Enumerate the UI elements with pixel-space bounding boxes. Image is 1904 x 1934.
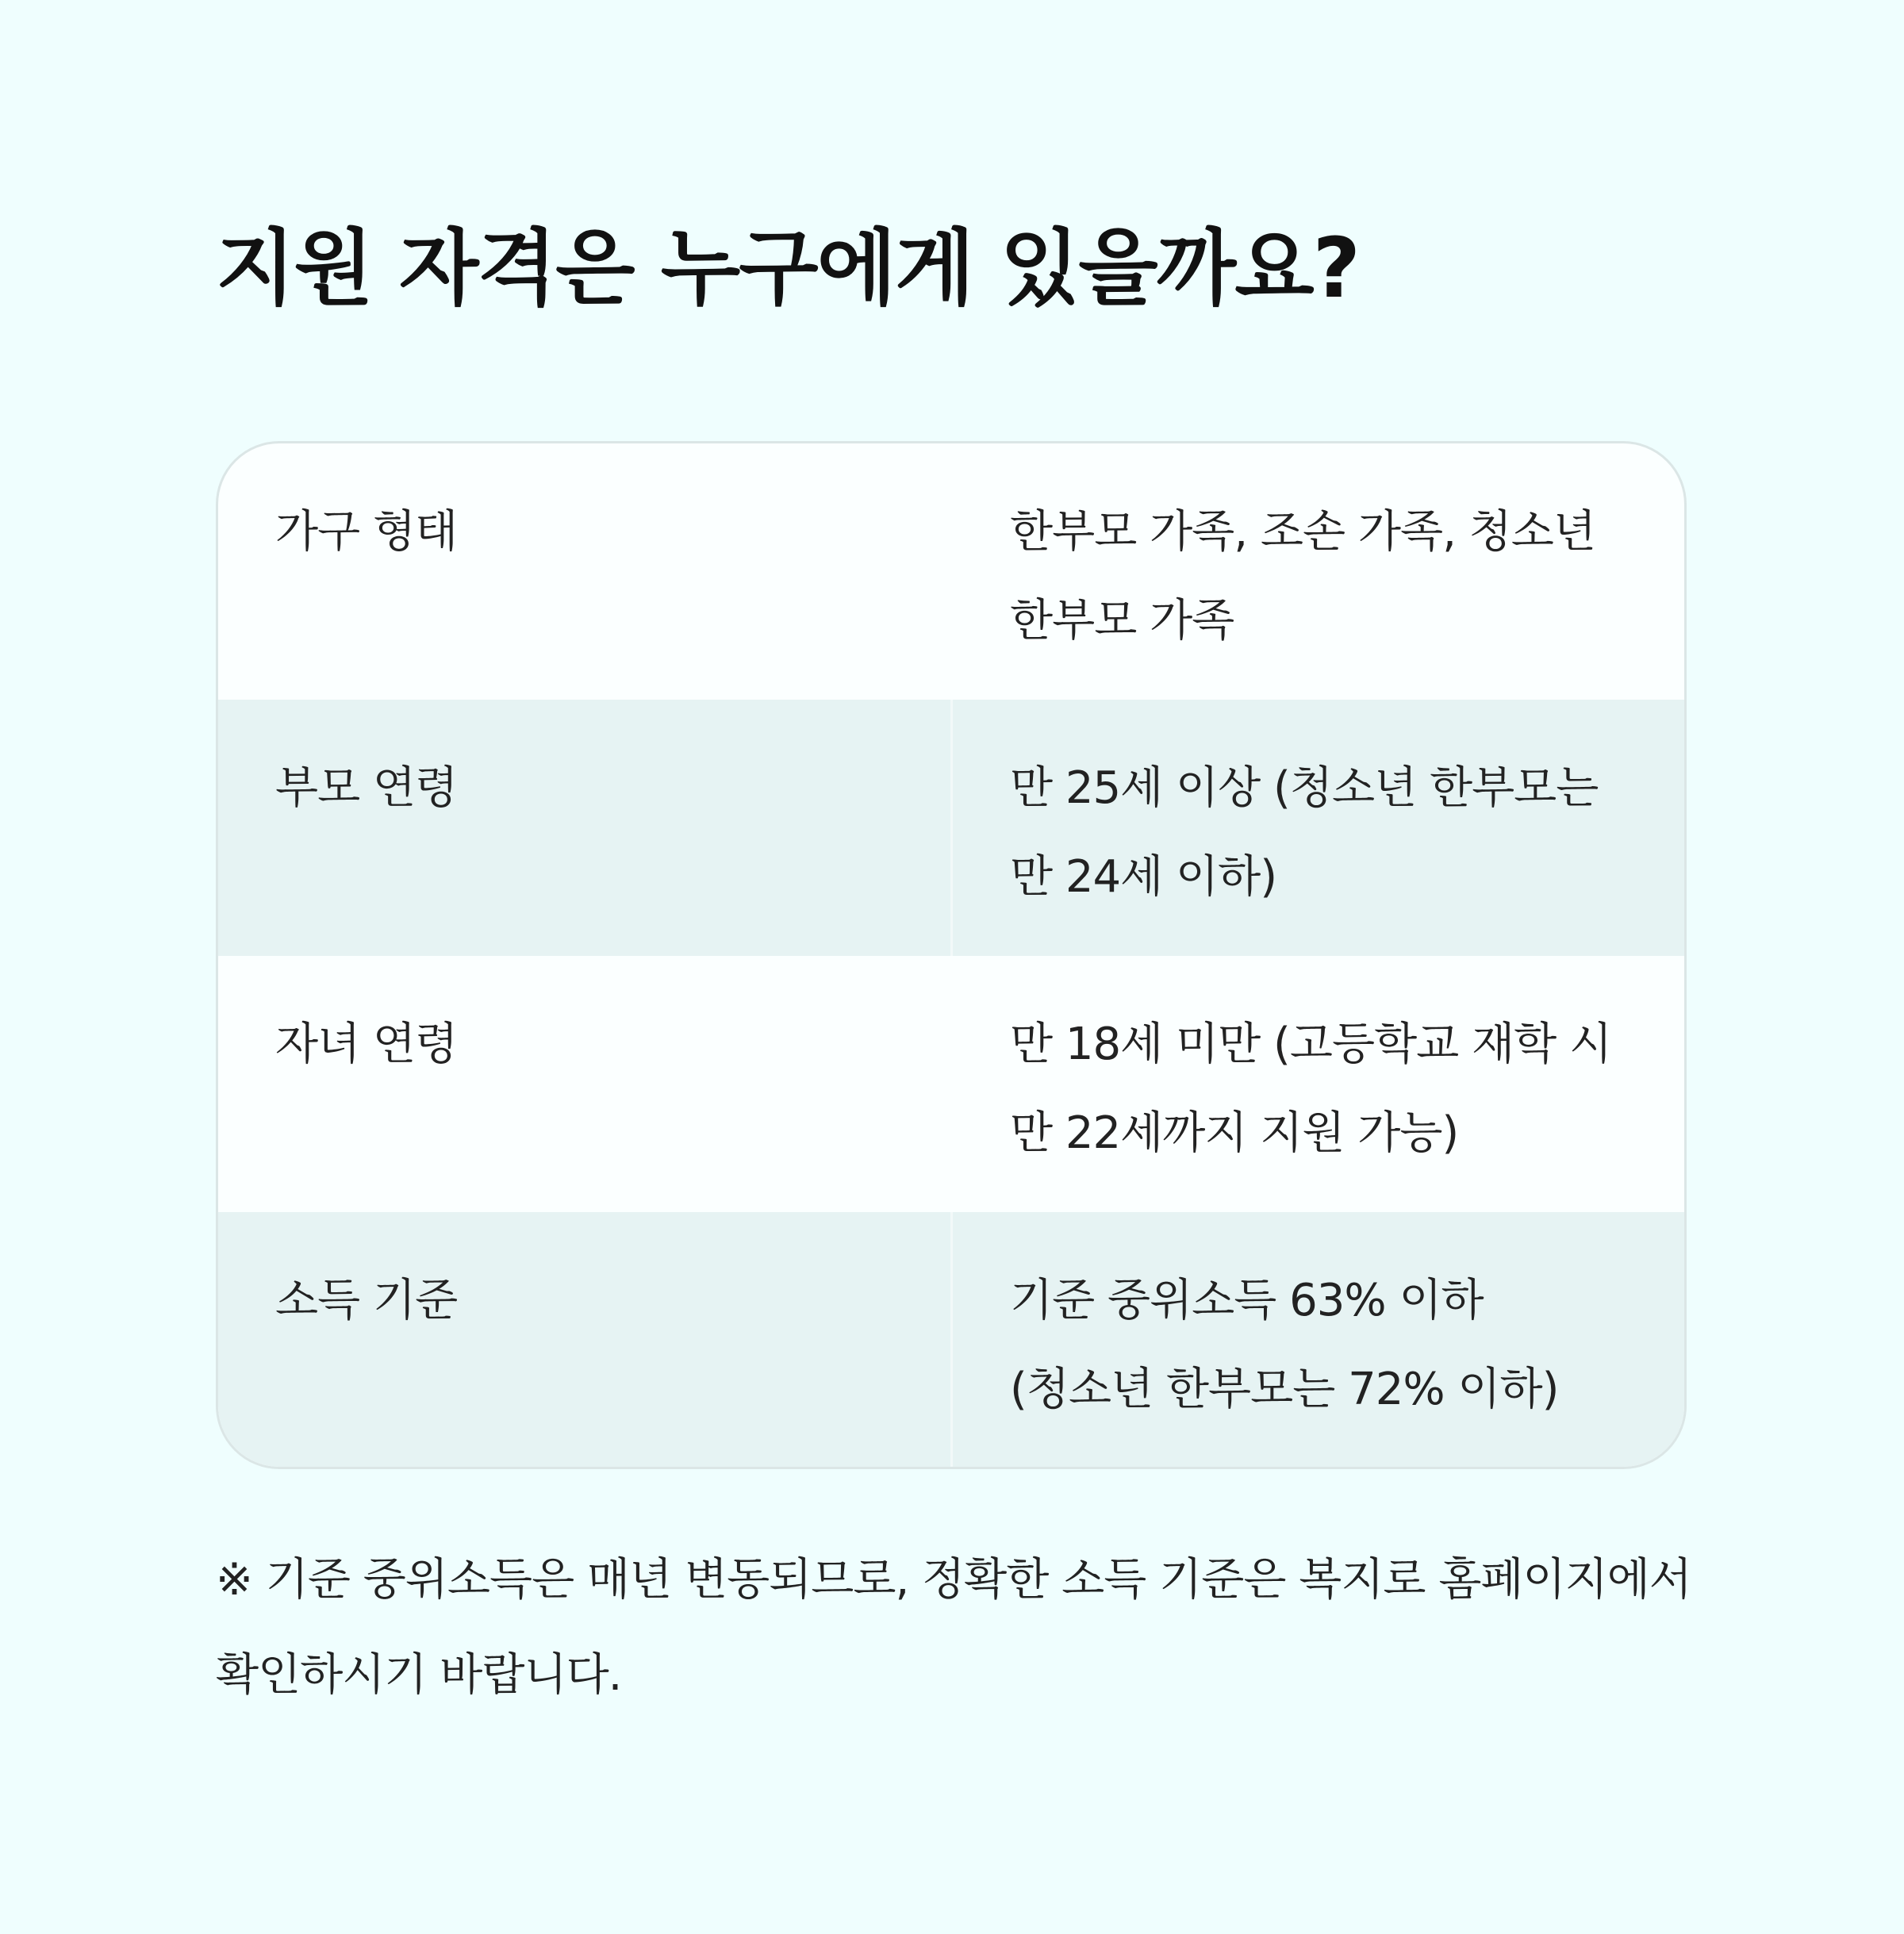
- row-label: 자녀 연령: [275, 1019, 458, 1070]
- eligibility-table: [216, 441, 1687, 1469]
- page-title: 지원 자격은 누구에게 있을까요?: [216, 220, 1359, 317]
- row-value: 기준 중위소득 63% 이하 (청소년 한부모는 72% 이하): [1010, 1275, 1559, 1415]
- row-label: 부모 연령: [218, 700, 953, 956]
- table-row-household-type: [218, 443, 1684, 700]
- row-label: 가구 형태: [275, 506, 458, 558]
- table-row-child-age: [218, 956, 1684, 1212]
- row-value: 만 18세 미만 (고등학교 재학 시 만 22세까지 지원 가능): [1010, 1019, 1612, 1159]
- row-label: 소득 기준: [218, 1212, 953, 1468]
- row-value: 한부모 가족, 조손 가족, 청소년 한부모 가족: [1010, 506, 1595, 647]
- row-value: 만 25세 이상 (청소년 한부모는 만 24세 이하): [1010, 762, 1599, 903]
- table-row-parent-age: [218, 700, 1684, 956]
- table-row-income-criteria: [218, 1212, 1684, 1468]
- footnote: ※ 기준 중위소득은 매년 변동되므로, 정확한 소득 기준은 복지로 홈페이지에서 확인하시기 바랍니다.: [216, 1554, 1691, 1701]
